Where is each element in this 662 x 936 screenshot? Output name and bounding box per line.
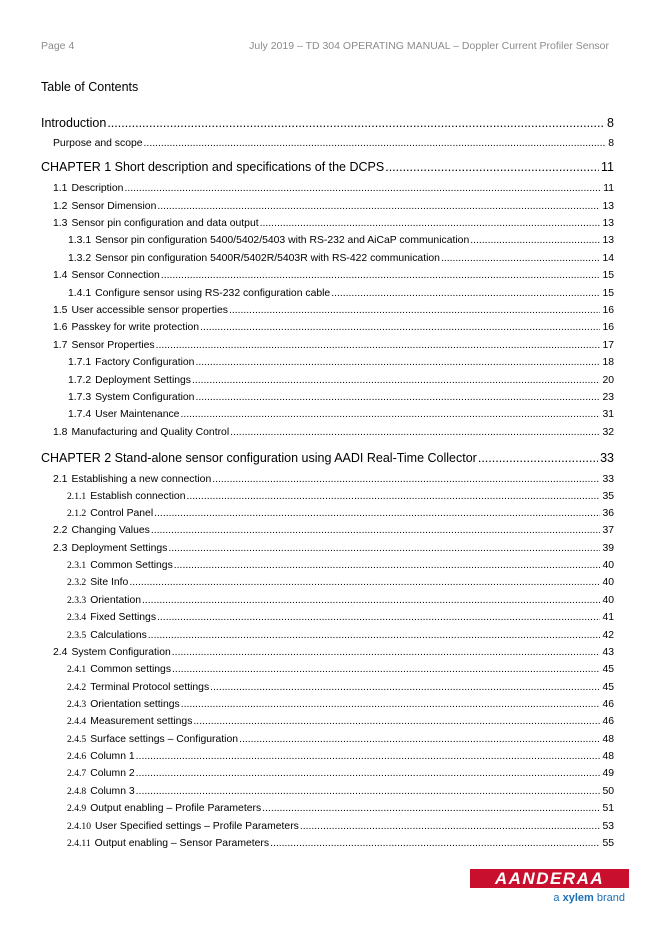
- toc-dot-leader: [195, 392, 600, 403]
- toc-entry[interactable]: [41, 682, 614, 693]
- toc-entry[interactable]: [41, 560, 614, 571]
- toc-entry[interactable]: [41, 664, 614, 675]
- toc-dot-leader: [168, 543, 600, 554]
- logo-wordmark: AANDERAA: [470, 869, 629, 888]
- toc-entry-page: 50: [602, 786, 614, 797]
- toc-entry-page: 16: [602, 322, 614, 333]
- toc-entry-number: 2.3.1: [67, 560, 87, 571]
- toc-entry[interactable]: [41, 474, 614, 485]
- toc-entry-title: CHAPTER 1 Short description and specifications of the DCPS: [41, 160, 385, 174]
- toc-entry-page: 49: [602, 768, 614, 779]
- toc-entry[interactable]: [41, 451, 614, 465]
- toc-entry-title: Sensor pin configuration 5400R/5402R/5403R with RS-422 communication: [95, 253, 440, 264]
- toc-dot-leader: [161, 270, 601, 281]
- toc-entry[interactable]: [41, 786, 614, 797]
- toc-entry-number: 2.4.6: [67, 751, 87, 762]
- toc-entry[interactable]: [41, 838, 614, 849]
- toc-entry-number: 1.7: [53, 340, 68, 351]
- toc-entry[interactable]: [41, 340, 614, 351]
- toc-dot-leader: [300, 821, 601, 832]
- toc-entry-page: 33: [600, 451, 614, 465]
- toc-entry[interactable]: [41, 409, 614, 420]
- toc-entry-title: Common settings: [90, 664, 172, 675]
- toc-dot-leader: [136, 768, 601, 779]
- toc-entry-title: Calculations: [90, 630, 147, 641]
- toc-entry-number: 1.7.2: [68, 375, 92, 386]
- toc-entry-number: 1.4.1: [68, 288, 92, 299]
- logo-tagline: [470, 892, 629, 904]
- toc-dot-leader: [129, 577, 600, 588]
- toc-entry-page: 48: [602, 734, 614, 745]
- toc-entry[interactable]: [41, 803, 614, 814]
- toc-entry-title: Manufacturing and Quality Control: [71, 427, 230, 438]
- toc-entry-number: 2.4.2: [67, 682, 87, 693]
- toc-entry-number: 1.5: [53, 305, 68, 316]
- toc-entry-title: Purpose and scope: [53, 138, 143, 149]
- toc-dot-leader: [124, 183, 601, 194]
- toc-entry-title: Sensor pin configuration and data output: [71, 218, 259, 229]
- toc-entry[interactable]: [41, 647, 614, 658]
- toc-entry[interactable]: [41, 525, 614, 536]
- toc-entry-page: 18: [602, 357, 614, 368]
- toc-entry-number: 2.4.4: [67, 716, 87, 727]
- toc-dot-leader: [331, 288, 600, 299]
- toc-entry[interactable]: [41, 322, 614, 333]
- toc-entry-page: 46: [602, 699, 614, 710]
- toc-entry[interactable]: [41, 253, 614, 264]
- toc-entry-page: 31: [602, 409, 614, 420]
- toc-entry-title: Common Settings: [90, 560, 173, 571]
- toc-entry-title: Introduction: [41, 116, 107, 130]
- toc-entry-title: Sensor Properties: [71, 340, 155, 351]
- toc-entry-page: 16: [602, 305, 614, 316]
- toc-entry-number: 2.3.3: [67, 595, 87, 606]
- toc-entry-title: Establish connection: [90, 491, 186, 502]
- toc-entry-number: 1.7.3: [68, 392, 92, 403]
- toc-entry[interactable]: [41, 201, 614, 212]
- toc-dot-leader: [148, 630, 601, 641]
- page-header: [41, 40, 609, 54]
- toc-dot-leader: [200, 322, 600, 333]
- toc-entry-number: 1.3.2: [68, 253, 92, 264]
- toc-entry-title: Measurement settings: [90, 716, 193, 727]
- toc-dot-leader: [193, 716, 600, 727]
- toc-entry[interactable]: [41, 716, 614, 727]
- toc-dot-leader: [172, 647, 601, 658]
- toc-entry[interactable]: [41, 508, 614, 519]
- toc-entry-number: 2.4.11: [67, 838, 91, 849]
- document-title: July 2019 – TD 304 OPERATING MANUAL – Doppler Current Profiler Sensor: [249, 40, 609, 52]
- toc-dot-leader: [157, 612, 600, 623]
- toc-entry-number: 2.1.2: [67, 508, 87, 519]
- toc-entry[interactable]: [41, 427, 614, 438]
- toc-entry-page: 11: [603, 183, 614, 194]
- toc-entry[interactable]: [41, 357, 614, 368]
- toc-entry[interactable]: [41, 116, 614, 130]
- toc-dot-leader: [157, 201, 600, 212]
- toc-entry[interactable]: [41, 183, 614, 194]
- toc-entry-title: Deployment Settings: [95, 375, 191, 386]
- toc-entry-page: 41: [602, 612, 614, 623]
- toc-entry-title: Column 2: [90, 768, 135, 779]
- toc-entry-number: 1.7.4: [68, 409, 92, 420]
- toc-entry-page: 42: [602, 630, 614, 641]
- toc-entry-page: 14: [602, 253, 614, 264]
- toc-entry-title: User Maintenance: [95, 409, 180, 420]
- toc-entry-title: Establishing a new connection: [71, 474, 212, 485]
- toc-entry-page: 45: [602, 664, 614, 675]
- toc-entry-title: Control Panel: [90, 508, 154, 519]
- toc-entry-title: Output enabling – Sensor Parameters: [94, 838, 270, 849]
- toc-dot-leader: [172, 664, 600, 675]
- toc-entry-number: 2.4.9: [67, 803, 87, 814]
- toc-entry-page: 13: [602, 201, 614, 212]
- toc-entry-number: 2.4.7: [67, 768, 87, 779]
- toc-dot-leader: [229, 305, 600, 316]
- toc-entry-title: Passkey for write protection: [71, 322, 200, 333]
- toc-entry[interactable]: [41, 270, 614, 281]
- toc-entry[interactable]: [41, 699, 614, 710]
- toc-entry-number: 2.4.10: [67, 821, 91, 832]
- toc-dot-leader: [262, 803, 600, 814]
- toc-dot-leader: [239, 734, 600, 745]
- toc-entry-number: 2.4.3: [67, 699, 87, 710]
- toc-dot-leader: [470, 235, 600, 246]
- toc-entry-page: 23: [602, 392, 614, 403]
- toc-dot-leader: [385, 160, 599, 174]
- toc-entry[interactable]: [41, 375, 614, 386]
- toc-entry-number: 1.2: [53, 201, 68, 212]
- toc-entry-number: 2.2: [53, 525, 68, 536]
- toc-entry-page: 13: [602, 235, 614, 246]
- toc-entry-title: CHAPTER 2 Stand-alone sensor configuration using AADI Real-Time Collector: [41, 451, 477, 465]
- toc-entry-page: 36: [602, 508, 614, 519]
- toc-entry-page: 46: [602, 716, 614, 727]
- toc-entry-page: 11: [601, 160, 614, 174]
- toc-entry-number: 1.3.1: [68, 235, 92, 246]
- toc-entry-number: 1.7.1: [68, 357, 92, 368]
- toc-entry-page: 35: [602, 491, 614, 502]
- toc-entry[interactable]: [41, 821, 614, 832]
- toc-entry[interactable]: [41, 768, 614, 779]
- toc-entry-page: 43: [602, 647, 614, 658]
- toc-entry-number: 2.4: [53, 647, 68, 658]
- toc-entry-page: 32: [602, 427, 614, 438]
- toc-dot-leader: [181, 699, 601, 710]
- toc-dot-leader: [478, 451, 598, 465]
- toc-entry-page: 13: [602, 218, 614, 229]
- toc-entry-title: Changing Values: [71, 525, 150, 536]
- toc-entry-page: 40: [602, 577, 614, 588]
- toc-dot-leader: [154, 508, 600, 519]
- toc-dot-leader: [136, 786, 601, 797]
- toc-entry-title: System Configuration: [95, 392, 195, 403]
- toc-entry-title: Sensor Dimension: [71, 201, 157, 212]
- aanderaa-logo: [470, 869, 629, 904]
- toc-entry[interactable]: [41, 218, 614, 229]
- toc-entry[interactable]: [41, 305, 614, 316]
- toc-dot-leader: [136, 751, 601, 762]
- toc-entry-title: Deployment Settings: [71, 543, 168, 554]
- toc-entry-title: Configure sensor using RS-232 configuration cable: [95, 288, 331, 299]
- toc-dot-leader: [151, 525, 601, 536]
- toc-entry-page: 37: [602, 525, 614, 536]
- toc-dot-leader: [187, 491, 601, 502]
- toc-dot-leader: [107, 116, 605, 130]
- toc-dot-leader: [260, 218, 601, 229]
- toc-entry-title: User Specified settings – Profile Parameters: [94, 821, 299, 832]
- toc-entry-number: 2.3: [53, 543, 68, 554]
- page-number: Page 4: [41, 40, 75, 52]
- toc-dot-leader: [142, 595, 600, 606]
- tagline-brand: xylem: [562, 892, 594, 904]
- toc-entry-title: Fixed Settings: [90, 612, 157, 623]
- toc-dot-leader: [210, 682, 600, 693]
- toc-entry[interactable]: [41, 288, 614, 299]
- toc-entry-number: 1.4: [53, 270, 68, 281]
- toc-entry[interactable]: [41, 392, 614, 403]
- toc-entry[interactable]: [41, 612, 614, 623]
- toc-entry[interactable]: [41, 235, 614, 246]
- toc-entry-number: 2.1.1: [67, 491, 87, 502]
- toc-entry-title: Site Info: [90, 577, 129, 588]
- toc-entry-title: Orientation: [90, 595, 142, 606]
- toc-entry-page: 15: [602, 288, 614, 299]
- toc-entry-title: System Configuration: [71, 647, 171, 658]
- toc-entry-page: 8: [608, 138, 614, 149]
- toc-entry-title: Factory Configuration: [95, 357, 195, 368]
- toc-entry-title: Sensor Connection: [71, 270, 160, 281]
- toc-entry-title: Orientation settings: [90, 699, 180, 710]
- toc-entry-number: 2.4.5: [67, 734, 87, 745]
- toc-dot-leader: [180, 409, 600, 420]
- toc-entry-number: 2.3.5: [67, 630, 87, 641]
- toc-dot-leader: [441, 253, 600, 264]
- toc-entry-page: 45: [602, 682, 614, 693]
- toc-entry-page: 17: [602, 340, 614, 351]
- toc-entry-page: 40: [602, 560, 614, 571]
- toc-entry-page: 53: [602, 821, 614, 832]
- toc-entry-title: Column 3: [90, 786, 135, 797]
- toc-entry-number: 2.4.8: [67, 786, 87, 797]
- toc-entry[interactable]: [41, 630, 614, 641]
- toc-entry-number: 2.1: [53, 474, 68, 485]
- toc-entry-title: Surface settings – Configuration: [90, 734, 239, 745]
- toc-entry-number: 1.3: [53, 218, 68, 229]
- toc-entry-number: 2.4.1: [67, 664, 87, 675]
- toc-heading: Table of Contents: [41, 80, 139, 94]
- toc-entry-number: 2.3.2: [67, 577, 87, 588]
- toc-entry[interactable]: [41, 543, 614, 554]
- toc-dot-leader: [192, 375, 600, 386]
- toc-entry-page: 55: [602, 838, 614, 849]
- toc-entry-title: Column 1: [90, 751, 135, 762]
- toc-entry-page: 40: [602, 595, 614, 606]
- toc-entry-page: 39: [602, 543, 614, 554]
- toc-entry-page: 8: [607, 116, 614, 130]
- toc-entry[interactable]: [41, 138, 614, 149]
- toc-entry-number: 2.3.4: [67, 612, 87, 623]
- toc-entry-title: Sensor pin configuration 5400/5402/5403 with RS-232 and AiCaP communication: [95, 235, 470, 246]
- toc-dot-leader: [230, 427, 600, 438]
- toc-entry-title: Description: [71, 183, 124, 194]
- toc-entry[interactable]: [41, 160, 614, 174]
- toc-dot-leader: [195, 357, 600, 368]
- toc-entry-page: 48: [602, 751, 614, 762]
- toc-entry[interactable]: [41, 751, 614, 762]
- toc-entry-page: 15: [602, 270, 614, 281]
- toc-entry-title: Terminal Protocol settings: [90, 682, 210, 693]
- toc-entry[interactable]: [41, 491, 614, 502]
- toc-entry-page: 20: [602, 375, 614, 386]
- toc-entry[interactable]: [41, 577, 614, 588]
- toc-entry[interactable]: [41, 595, 614, 606]
- toc-entry-number: 1.6: [53, 322, 68, 333]
- toc-dot-leader: [156, 340, 601, 351]
- toc-entry-title: User accessible sensor properties: [71, 305, 228, 316]
- toc-entry-title: Output enabling – Profile Parameters: [90, 803, 262, 814]
- toc-entry-page: 51: [602, 803, 614, 814]
- toc-entry-number: 1.8: [53, 427, 68, 438]
- toc-dot-leader: [174, 560, 601, 571]
- toc-entry-number: 1.1: [53, 183, 68, 194]
- toc-dot-leader: [270, 838, 600, 849]
- toc-entry[interactable]: [41, 734, 614, 745]
- tagline-prefix: a: [553, 892, 560, 904]
- toc-dot-leader: [144, 138, 607, 149]
- toc-entry-page: 33: [602, 474, 614, 485]
- tagline-suffix: brand: [596, 892, 625, 904]
- toc-dot-leader: [212, 474, 600, 485]
